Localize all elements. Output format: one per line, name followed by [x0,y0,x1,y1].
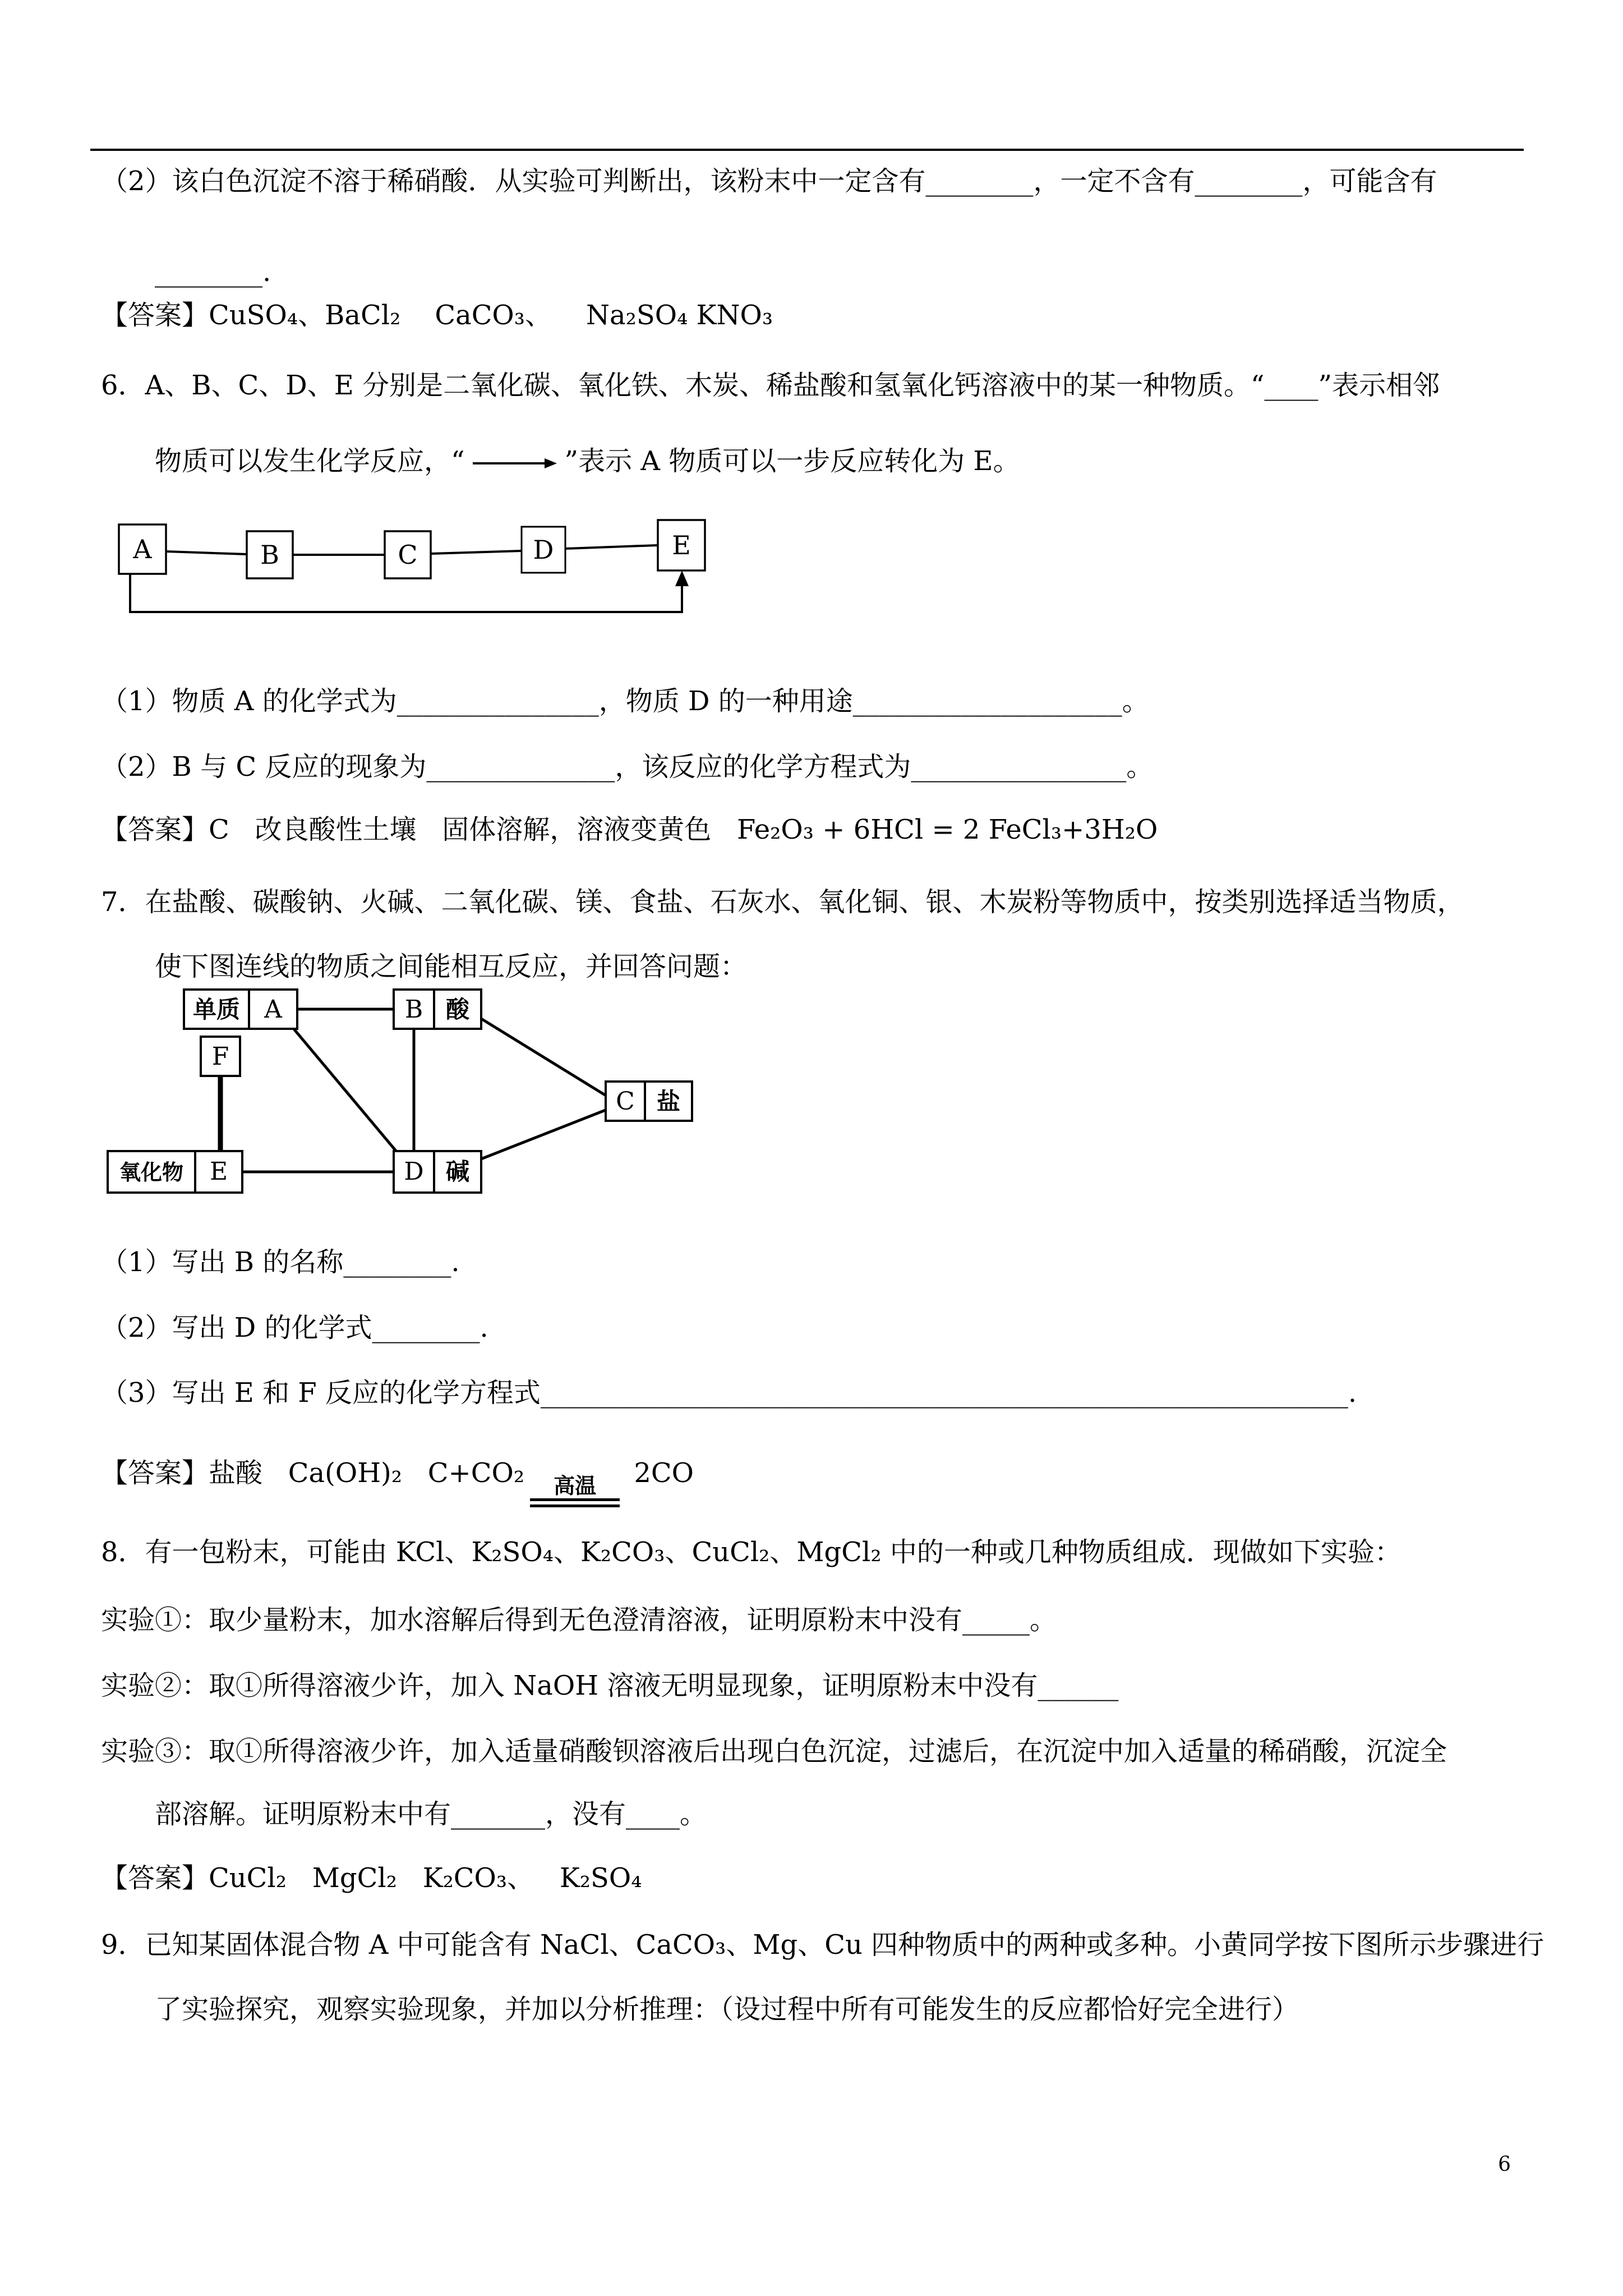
q7-stem-line2: 使下图连线的物质之间能相互反应，并回答问题： [155,951,748,982]
q7-stem-line1: 7．在盐酸、碳酸钠、火碱、二氧化碳、镁、食盐、石灰水、氧化铜、银、木炭粉等物质中，按类别选择适当物质， [101,886,1464,918]
q6-diagram [112,508,729,642]
q6-sub2: （2）B 与 C 反应的现象为______________，该反应的化学方程式为________________。 [101,751,1154,783]
q9-stem-line2: 了实验探究，观察实验现象，并加以分析推理：（设过程中所有可能发生的反应都恰好完全进行） [155,1994,1299,2025]
reaction-condition-label: 高温 [554,1473,597,1498]
q8-exp2: 实验②：取①所得溶液少许，加入 NaOH 溶液无明显现象，证明原粉末中没有______ [101,1670,1119,1701]
q7-box-yan-label: 盐 [656,1088,681,1115]
q7-connector-jian-c [481,1110,607,1159]
q7-box-yanghuawu-label: 氧化物 [119,1159,184,1185]
one-step-arrow-icon [473,456,557,471]
q7-sub2: （2）写出 D 的化学式________. [101,1312,488,1343]
q7-sub3: （3）写出 E 和 F 反应的化学方程式____________________________________________________________. [101,1377,1357,1409]
reaction-condition [530,1474,620,1507]
q6-box-a-label: A [133,534,152,564]
q6-box-d-label: D [533,535,554,565]
q5-part2-line2: ________. [155,256,271,288]
q6-box-e-label: E [672,530,691,560]
q6-connector-de [565,545,658,549]
q8-exp3-line1: 实验③：取①所得溶液少许，加入适量硝酸钡溶液后出现白色沉淀，过滤后，在沉淀中加入适量的稀硝酸，沉淀全 [101,1736,1447,1767]
q7-box-e-label: E [209,1157,228,1186]
q7-box-c-label: C [616,1087,635,1116]
q6-arrowhead-icon [675,570,689,586]
q7-diagram [107,986,751,1199]
double-line-icon [530,1498,620,1507]
q7-connector-suan-c [481,1019,607,1096]
top-rule [90,149,1524,151]
q6-connector-ab [166,551,247,554]
q7-sub1: （1）写出 B 的名称________. [101,1246,460,1278]
q8-exp1: 实验①：取少量粉末，加水溶解后得到无色澄清溶液，证明原粉末中没有_____。 [101,1604,1057,1636]
q8-exp3-line2: 部溶解。证明原粉末中有_______，没有____。 [155,1798,707,1830]
q6-stem-line1: 6．A、B、C、D、E 分别是二氧化碳、氧化铁、木炭、稀盐酸和氢氧化钙溶液中的某一种物质。“____”表示相邻 [101,370,1440,401]
q7-box-danzhi-label: 单质 [192,996,241,1023]
q8-answer: 【答案】CuCl₂ MgCl₂ K₂CO₃、 K₂SO₄ [101,1862,642,1894]
q7-answer [101,1456,1539,1507]
q8-stem: 8．有一包粉末，可能由 KCl、K₂SO₄、K₂CO₃、CuCl₂、MgCl₂ 中的一种或几种物质组成．现做如下实验： [101,1536,1401,1568]
q6-sub1: （1）物质 A 的化学式为_______________，物质 D 的一种用途____________________。 [101,685,1149,717]
q7-answer-prefix: 【答案】盐酸 Ca(OH)₂ C+CO₂ [101,1457,525,1489]
q7-box-f-label: F [211,1042,229,1071]
q6-box-b-label: B [260,540,279,570]
q7-box-d-label: D [404,1157,424,1186]
q7-box-a-label: A [264,995,282,1024]
q6-transform-path [130,574,682,612]
page-number: 6 [1498,2153,1511,2176]
q6-stem-line2-prefix: 物质可以发生化学反应，“ [155,445,465,477]
q6-stem-line2 [101,444,1539,478]
q6-connector-cd [431,551,522,554]
q7-box-suan-label: 酸 [445,996,470,1023]
q7-answer-suffix: 2CO [625,1457,694,1489]
q6-box-c-label: C [398,540,418,570]
q7-box-b-label: B [404,995,423,1024]
q5-part2-line1: （2）该白色沉淀不溶于稀硝酸．从实验可判断出，该粉末中一定含有________，一定不含有________，可能含有 [101,165,1437,197]
q5-answer: 【答案】CuSO₄、BaCl₂ CaCO₃、 Na₂SO₄ KNO₃ [101,300,773,331]
q9-stem-line1: 9．已知某固体混合物 A 中可能含有 NaCl、CaCO₃、Mg、Cu 四种物质中的两种或多种。小黄同学按下图所示步骤进行 [101,1929,1544,1961]
q7-connector-a-d [293,1028,397,1152]
q6-answer: 【答案】C 改良酸性土壤 固体溶解，溶液变黄色 Fe₂O₃ + 6HCl = 2 FeCl₃+3H₂O [101,814,1158,845]
q7-box-jian-label: 碱 [445,1158,470,1185]
q6-stem-line2-suffix: ”表示 A 物质可以一步反应转化为 E。 [564,445,1020,477]
